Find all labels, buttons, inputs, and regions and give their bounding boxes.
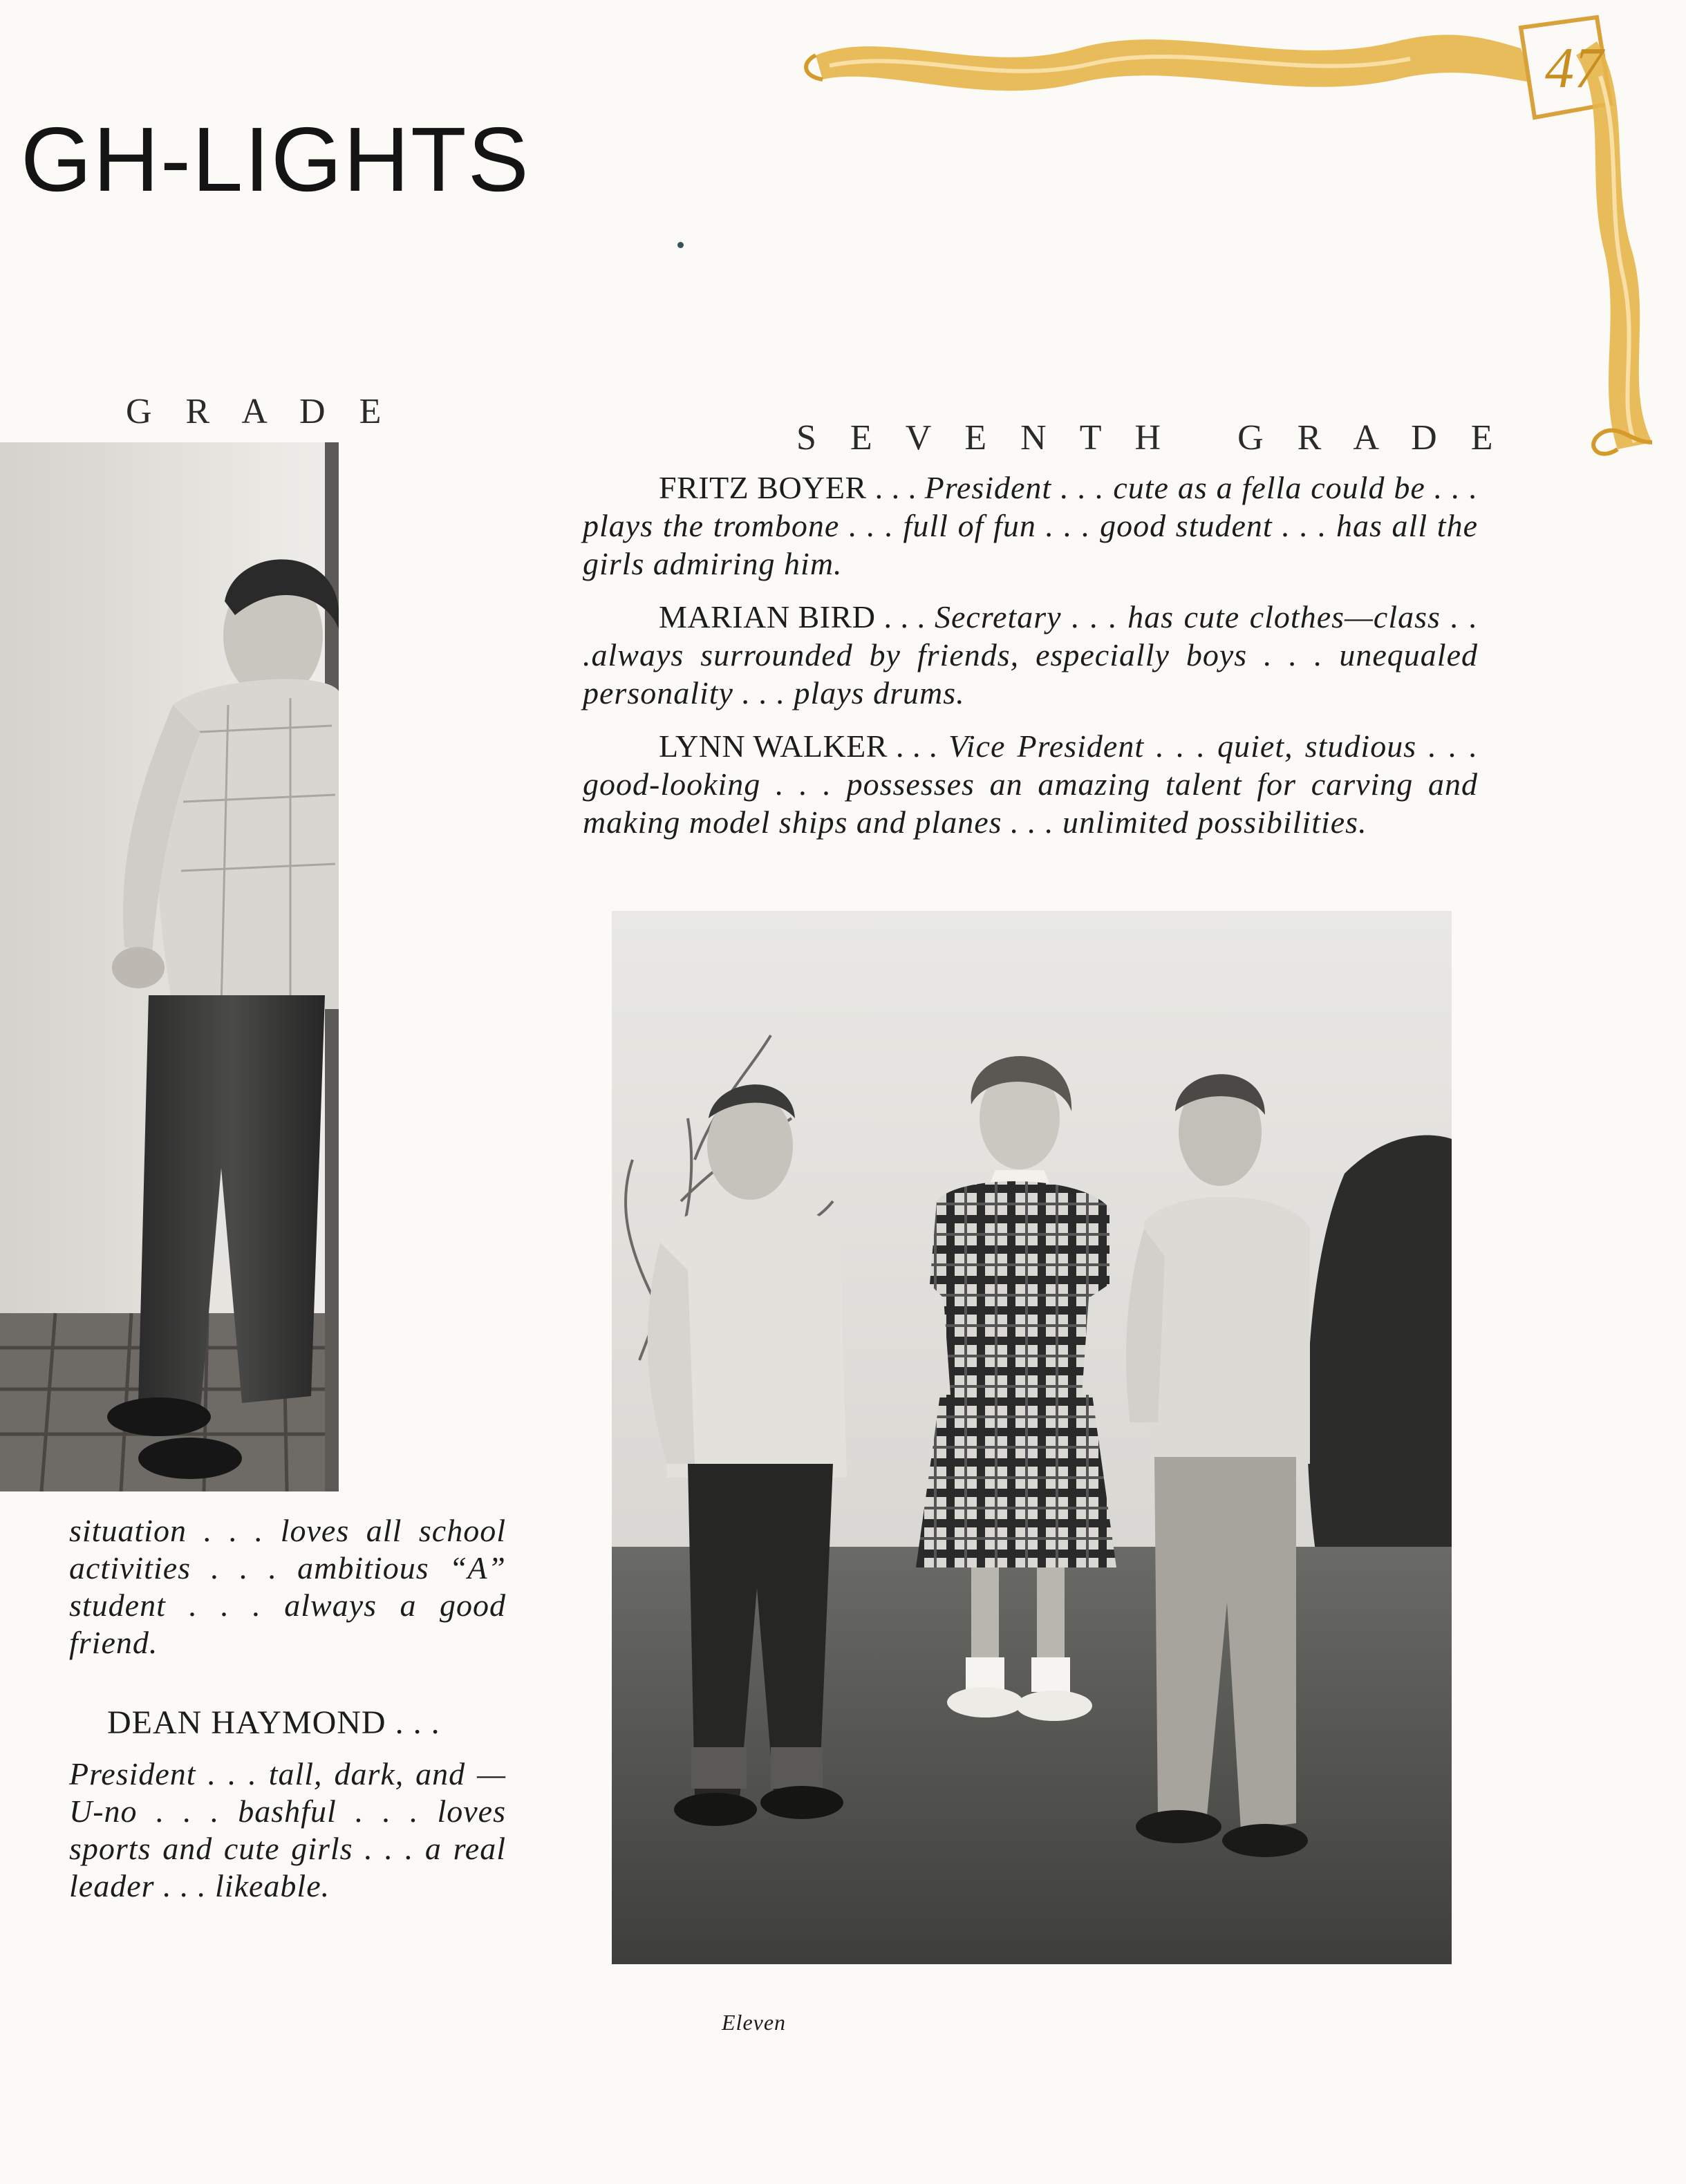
entry-name: FRITZ BOYER . . .	[659, 470, 917, 505]
page-title: GH-LIGHTS	[21, 109, 530, 210]
entry-marian-bird	[583, 598, 1478, 712]
entry-fritz-boyer	[583, 469, 1478, 583]
entry-name: LYNN WALKER . . .	[659, 728, 937, 764]
entry-description: President . . . cute as a fella could be . . . plays the trombone . . . full of fun . . . good student . . . has all the girls admiring him.	[583, 470, 1479, 581]
left-entry-description: President . . . tall, dark, and —U-no . . . bashful . . . loves sports and cute girls . . . a real leader . . . likeable.	[69, 1756, 506, 1903]
ribbon-banner-decoration	[802, 0, 1686, 470]
seventh-grade-entries	[583, 469, 1478, 856]
ribbon-year-label: 47	[1545, 36, 1603, 100]
left-column-heading: G R A D E	[126, 392, 394, 431]
entry-description: Vice President . . . quiet, studious . . . good-looking . . . possesses an amazing talent for carving and making model ships and planes . . . unlimited possibilities.	[583, 728, 1479, 840]
ink-dot	[677, 242, 684, 248]
seventh-grade-heading: S E V E N T H G R A D E	[796, 418, 1506, 458]
left-column-intro-text: situation . . . loves all school activities . . . ambitious “A” student . . . always a good friend.	[69, 1513, 506, 1660]
entry-description: Secretary . . . has cute clothes—class . . .always surrounded by friends, especially boys . . . unequaled personality . . . plays drums.	[583, 599, 1478, 710]
student-portrait-photo	[0, 442, 339, 1491]
left-entry-name: DEAN HAYMOND . . .	[107, 1704, 440, 1741]
seventh-grade-officers-photo	[612, 911, 1452, 1964]
entry-lynn-walker	[583, 727, 1478, 841]
page-number: Eleven	[722, 2010, 787, 2035]
entry-name: MARIAN BIRD . . .	[659, 599, 926, 634]
